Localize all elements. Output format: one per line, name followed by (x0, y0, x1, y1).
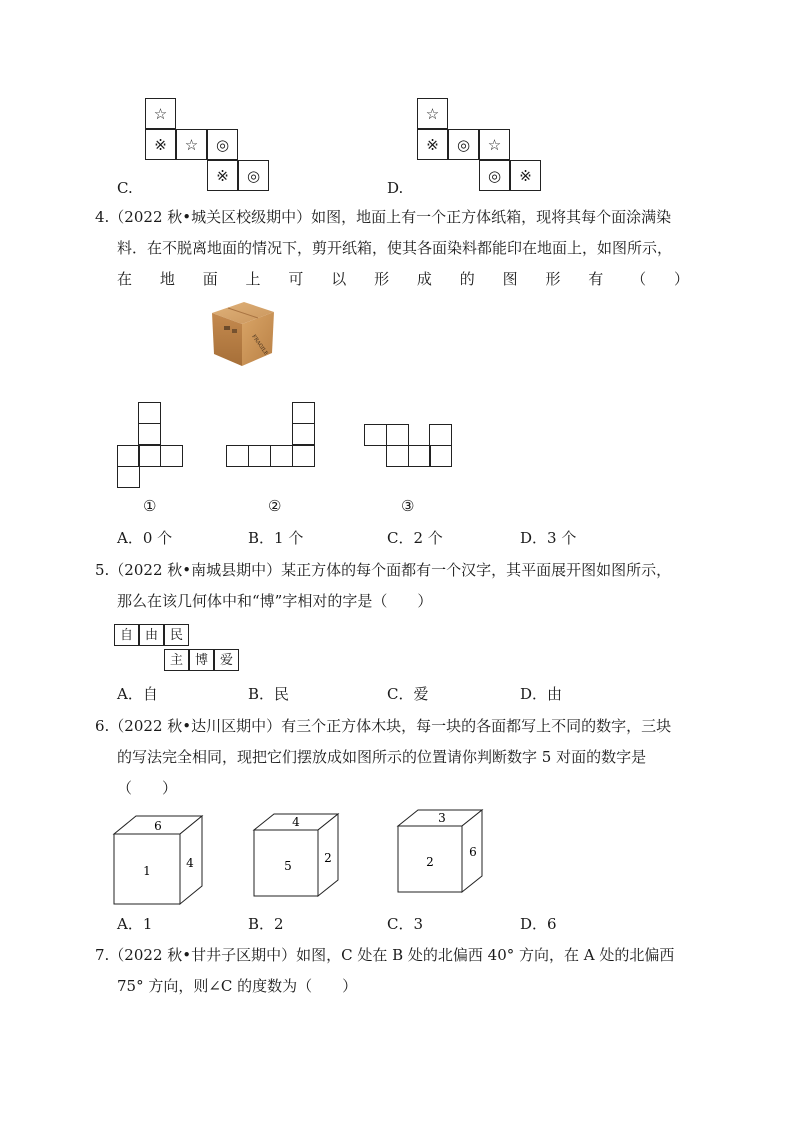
net-cell: ※ (145, 129, 176, 160)
q6-cube-1 (110, 812, 210, 907)
option-c-label: C. (117, 179, 133, 197)
net-char-cell: 博 (189, 649, 214, 671)
net-square (408, 445, 431, 467)
net-cell: ※ (207, 160, 238, 191)
net-square (270, 445, 293, 467)
q4-char: 地 (159, 270, 175, 288)
q5-option-d[interactable]: D．由 (520, 685, 563, 703)
q6-line2: 的写法完全相同，现把它们摆放成如图所示的位置请你判断数字 5 对面的数字是 (117, 748, 647, 766)
net-square (364, 424, 387, 446)
net-square (138, 423, 161, 445)
cube-front-number: 5 (284, 859, 292, 873)
net-cell: ※ (510, 160, 541, 191)
q4-char: 以 (331, 270, 347, 288)
cube-side-number: 2 (324, 851, 332, 865)
cube-side-number: 4 (186, 856, 194, 870)
q4-char: 面 (202, 270, 218, 288)
q4-char: 在 (117, 270, 133, 288)
q6-option-a[interactable]: A．1 (117, 915, 153, 933)
net-char-cell: 由 (139, 624, 164, 646)
q4-option-c[interactable]: C．2 个 (387, 529, 443, 547)
cube-top-number: 6 (154, 819, 162, 833)
net-char-cell: 主 (164, 649, 189, 671)
q6-cube-3 (394, 806, 494, 896)
q5-option-c[interactable]: C．爱 (387, 685, 429, 703)
q4-char: 图 (502, 270, 518, 288)
q5-line1: 5.（2022 秋•南城县期中）某正方体的每个面都有一个汉字，其平面展开图如图所示， (95, 561, 672, 579)
net-square (160, 445, 183, 467)
option-d-label: D. (387, 179, 404, 197)
q6-line1: 6.（2022 秋•达川区期中）有三个正方体木块，每一块的各面都写上不同的数字，三块 (95, 717, 672, 735)
net-square (429, 424, 452, 446)
net-square (292, 423, 315, 445)
net-square (386, 445, 409, 467)
cube-front-number: 1 (143, 864, 151, 878)
q6-option-d[interactable]: D．6 (520, 915, 557, 933)
cube-front-number: 2 (426, 855, 434, 869)
net-square (226, 445, 249, 467)
net-char-cell: 自 (114, 624, 139, 646)
net-square (292, 402, 315, 424)
net-square (248, 445, 271, 467)
net-char-cell: 民 (164, 624, 189, 646)
cube-top-number: 3 (438, 811, 446, 825)
net-cell: ◎ (448, 129, 479, 160)
cardboard-box-image (208, 300, 276, 368)
q4-figure-1-label: ① (143, 497, 157, 515)
net-cell: ☆ (417, 98, 448, 129)
net-square (117, 445, 140, 467)
q5-line2: 那么在该几何体中和“博”字相对的字是（ ） (117, 592, 433, 610)
q4-char: （ (631, 270, 647, 288)
q6-line3: （ ） (117, 779, 178, 797)
net-cell: ◎ (479, 160, 510, 191)
net-char-cell: 爱 (214, 649, 239, 671)
net-cell: ☆ (145, 98, 176, 129)
cube-side-number: 6 (469, 845, 477, 859)
q4-option-b[interactable]: B．1 个 (248, 529, 304, 547)
q4-figure-3-label: ③ (401, 497, 415, 515)
q4-char: 形 (545, 270, 561, 288)
net-square (429, 445, 452, 467)
q6-option-b[interactable]: B．2 (248, 915, 284, 933)
q7-line1: 7.（2022 秋•甘井子区期中）如图，C 处在 B 处的北偏西 40° 方向，在 A 处的北偏西 (95, 946, 675, 964)
net-square (117, 466, 140, 488)
q4-option-a[interactable]: A．0 个 (117, 529, 173, 547)
q4-char: 成 (416, 270, 432, 288)
q4-char: 的 (459, 270, 475, 288)
net-square (292, 445, 315, 467)
net-cell: ☆ (479, 129, 510, 160)
net-square (138, 445, 161, 467)
q5-option-a[interactable]: A．自 (117, 685, 158, 703)
q4-figure-2-label: ② (268, 497, 282, 515)
net-square (138, 402, 161, 424)
q7-line2: 75° 方向，则∠C 的度数为（ ） (117, 977, 358, 995)
net-cell: ☆ (176, 129, 207, 160)
q4-char: ） (673, 270, 689, 288)
q4-line1: 4.（2022 秋•城关区校级期中）如图，地面上有一个正方体纸箱，现将其每个面涂满染 (95, 208, 672, 226)
q5-option-b[interactable]: B．民 (248, 685, 290, 703)
box-fragile-label: FRAGILE (250, 333, 269, 357)
q4-char: 上 (245, 270, 261, 288)
q6-option-c[interactable]: C．3 (387, 915, 424, 933)
net-cell: ◎ (207, 129, 238, 160)
q4-char: 形 (374, 270, 390, 288)
net-square (386, 424, 409, 446)
q6-cube-2 (250, 810, 350, 900)
net-cell: ※ (417, 129, 448, 160)
q4-char: 可 (288, 270, 304, 288)
q4-option-d[interactable]: D．3 个 (520, 529, 577, 547)
q4-line2: 料．在不脱离地面的情况下，剪开纸箱，使其各面染料都能印在地面上，如图所示， (117, 239, 673, 257)
cube-top-number: 4 (292, 815, 300, 829)
q4-line3 (117, 269, 689, 289)
net-cell: ◎ (238, 160, 269, 191)
q4-char: 有 (588, 270, 604, 288)
